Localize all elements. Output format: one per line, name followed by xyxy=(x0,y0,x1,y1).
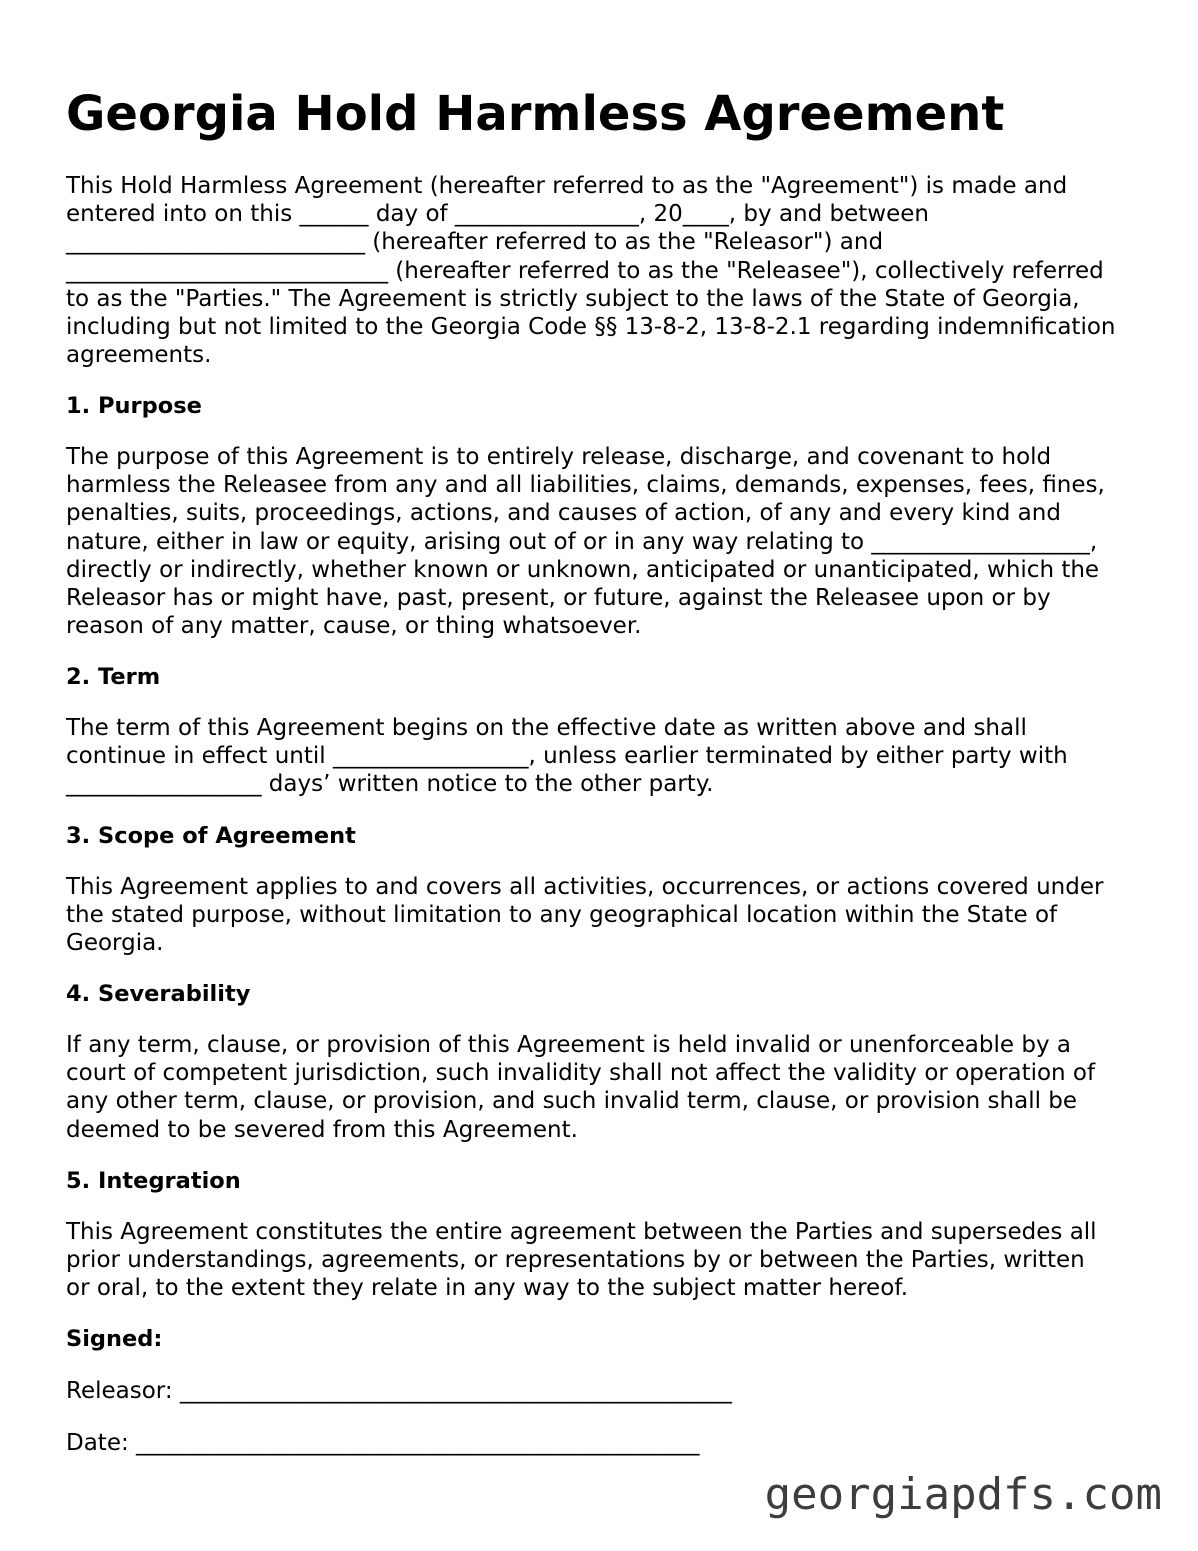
section-body-integration xyxy=(66,1218,1097,1303)
section-heading-scope: 3. Scope of Agreement xyxy=(66,823,356,849)
text-line: prior understandings, agreements, or representations by or between the Parties, written xyxy=(66,1247,1085,1274)
text-line: any other term, clause, or provision, and such invalid term, clause, or provision shall be xyxy=(66,1088,1078,1115)
date-signature-line[interactable]: Date: _________________________________________________ xyxy=(66,1430,700,1456)
text-line: court of competent jurisdiction, such invalidity shall not affect the validity or operation of xyxy=(66,1060,1096,1087)
section-heading-term: 2. Term xyxy=(66,664,161,690)
section-body-scope xyxy=(66,873,1103,958)
section-body-term xyxy=(66,714,1068,799)
text-line: If any term, clause, or provision of this Agreement is held invalid or unenforceable by a xyxy=(66,1032,1071,1058)
watermark-text: georgiapdfs.com xyxy=(764,1469,1162,1520)
section-body-severability xyxy=(66,1031,1095,1144)
text-line: harmless the Releasee from any and all liabilities, claims, demands, expenses, fees, fines, xyxy=(66,472,1105,499)
releasor-signature-line[interactable]: Releasor: ________________________________________________ xyxy=(66,1378,732,1404)
section-heading-purpose: 1. Purpose xyxy=(66,393,202,419)
text-line: including but not limited to the Georgia Code §§ 13-8-2, 13-8-2.1 regarding indemnification xyxy=(66,314,1116,341)
text-line: Georgia. xyxy=(66,930,164,957)
text-line: reason of any matter, cause, or thing whatsoever. xyxy=(66,613,642,640)
text-line: to as the "Parties." The Agreement is strictly subject to the laws of the State of Georgia, xyxy=(66,285,1080,312)
text-line: This Agreement applies to and covers all activities, occurrences, or actions covered under xyxy=(66,874,1104,900)
section-heading-integration: 5. Integration xyxy=(66,1168,241,1194)
document-title: Georgia Hold Harmless Agreement xyxy=(66,86,1005,142)
text-line: agreements. xyxy=(66,342,212,369)
text-line: nature, either in law or equity, arising out of or in any way relating to ___________________, xyxy=(66,528,1098,555)
text-line: penalties, suits, proceedings, actions, and causes of action, of any and every kind and xyxy=(66,500,1061,527)
text-line: The purpose of this Agreement is to entirely release, discharge, and covenant to hold xyxy=(66,444,1052,470)
text-line: The term of this Agreement begins on the effective date as written above and shall xyxy=(66,715,1027,741)
text-line: deemed to be severed from this Agreement. xyxy=(66,1116,578,1143)
section-heading-severability: 4. Severability xyxy=(66,981,251,1007)
text-line: __________________________ (hereafter referred to as the "Releasor") and xyxy=(66,229,884,256)
section-body-purpose xyxy=(66,443,1105,640)
text-line: continue in effect until _________________, unless earlier terminated by either party with xyxy=(66,743,1068,770)
text-line: _________________ days’ written notice to the other party. xyxy=(66,771,714,798)
text-line: directly or indirectly, whether known or unknown, anticipated or unanticipated, which the xyxy=(66,556,1100,583)
text-line: ____________________________ (hereafter referred to as the "Releasee"), collectively referred xyxy=(66,257,1104,284)
text-line: entered into on this ______ day of ________________, 20____, by and between xyxy=(66,201,929,228)
signature-heading: Signed: xyxy=(66,1326,163,1352)
text-line: Releasor has or might have, past, present, or future, against the Releasee upon or by xyxy=(66,585,1051,612)
intro-paragraph xyxy=(66,172,1116,369)
text-line: the stated purpose, without limitation to any geographical location within the State of xyxy=(66,902,1058,929)
text-line: This Hold Harmless Agreement (hereafter referred to as the "Agreement") is made and xyxy=(66,173,1068,199)
text-line: This Agreement constitutes the entire agreement between the Parties and supersedes all xyxy=(66,1219,1097,1245)
text-line: or oral, to the extent they relate in any way to the subject matter hereof. xyxy=(66,1275,909,1302)
